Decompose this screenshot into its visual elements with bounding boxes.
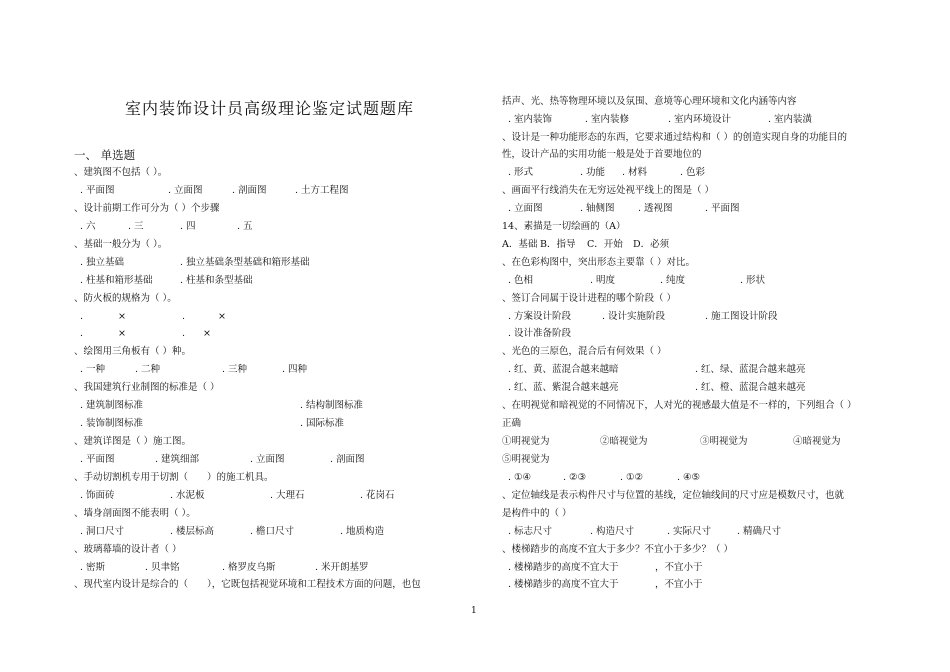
answer-option: . 楼梯踏步的高度不宜大于 xyxy=(508,562,619,573)
left-question-line: 、设计前期工作可分为（ ）个步骤 xyxy=(74,203,220,214)
answer-option: × xyxy=(118,311,126,322)
answer-option: ③明视觉为 xyxy=(700,436,748,447)
answer-option: . 大理石 xyxy=(270,490,305,501)
answer-option: . 檐口尺寸 xyxy=(250,526,295,537)
page-number: 1 xyxy=(471,606,477,616)
answer-option: . 立面图 xyxy=(508,203,543,214)
answer-option: . 三 xyxy=(128,221,144,232)
answer-option: . 密斯 xyxy=(80,562,106,573)
answer-option: . 装饰制图标准 xyxy=(80,418,144,429)
answer-option: . 色彩 xyxy=(680,167,706,178)
left-question-line: 、墙身剖面图不能表明（ ）。 xyxy=(74,508,196,519)
right-question-line: 、在明视觉和暗视觉的不同情况下，人对光的视感最大值是不一样的，下列组合（ ） xyxy=(502,400,857,411)
answer-option: . 花岗石 xyxy=(360,490,395,501)
answer-option: . 平面图 xyxy=(80,185,115,196)
answer-option: . 楼层标高 xyxy=(170,526,215,537)
answer-option: . 立面图 xyxy=(168,185,203,196)
answer-option: . 米开朗基罗 xyxy=(315,562,369,573)
answer-option: . ④⑤ xyxy=(677,472,701,483)
answer-option: . 六 xyxy=(80,221,96,232)
answer-option: . 国际标准 xyxy=(300,418,345,429)
right-question-line: 、楼梯踏步的高度不宜大于多少？不宜小于多少？（ ） xyxy=(502,544,734,555)
answer-option: . 二种 xyxy=(135,364,161,375)
left-question-line: 、基础一般分为（ ）。 xyxy=(74,239,168,250)
left-question-line: 、建筑图不包括（ ）。 xyxy=(74,167,168,178)
answer-option: . 洞口尺寸 xyxy=(80,526,125,537)
answer-option: . 贝聿铭 xyxy=(145,562,180,573)
left-question-line: 、防火板的规格为（ ）。 xyxy=(74,293,177,304)
answer-option: ①明视觉为 xyxy=(502,436,550,447)
answer-option: . ②③ xyxy=(563,472,587,483)
answer-option: A．基础 xyxy=(502,239,538,250)
section-heading: 一、 单选题 xyxy=(74,148,136,162)
answer-option: . 施工图设计阶段 xyxy=(705,311,778,322)
answer-option: . 透视图 xyxy=(638,203,673,214)
answer-option: . 土方工程图 xyxy=(295,185,349,196)
answer-option: ，不宜小于 xyxy=(655,579,703,590)
answer-option: . 构造尺寸 xyxy=(590,526,635,537)
left-question-line: 、手动切割机专用于切割（ ）的施工机具。 xyxy=(74,472,274,483)
answer-option: . 方案设计阶段 xyxy=(508,311,572,322)
answer-option: . 建筑细部 xyxy=(155,454,200,465)
right-question-line: 14、素描是一切绘画的（A） xyxy=(502,221,626,232)
answer-option: . 四种 xyxy=(282,364,308,375)
left-question-line: 、建筑详图是（ ）施工图。 xyxy=(74,436,192,447)
answer-option: . 材料 xyxy=(622,167,648,178)
answer-option: . 建筑制图标准 xyxy=(80,400,144,411)
answer-option: ④暗视觉为 xyxy=(793,436,841,447)
right-question-line: 是构件中的（ ） xyxy=(502,508,572,519)
right-question-line: 、定位轴线是表示构件尺寸与位置的基线，定位轴线间的尺寸应是模数尺寸，也就 xyxy=(502,490,845,501)
answer-option: . 室内装饰 xyxy=(508,114,553,125)
answer-option: . 四 xyxy=(180,221,196,232)
answer-option: . xyxy=(80,311,84,322)
answer-option: . 剖面图 xyxy=(330,454,365,465)
answer-option: D．必须 xyxy=(633,239,670,250)
answer-option: ，不宜小于 xyxy=(655,562,703,573)
answer-option: . ①④ xyxy=(508,472,532,483)
answer-option: × xyxy=(218,311,226,322)
answer-option: . 轴侧图 xyxy=(580,203,615,214)
answer-option: . 功能 xyxy=(580,167,606,178)
answer-option: . 饰面砖 xyxy=(80,490,115,501)
answer-option: . 一种 xyxy=(80,364,106,375)
answer-option: × xyxy=(118,328,126,339)
answer-option: . 柱基和箱形基础 xyxy=(80,275,153,286)
answer-option: . 室内环境设计 xyxy=(668,114,732,125)
answer-option: . 独立基础 xyxy=(80,257,125,268)
answer-option: . 剖面图 xyxy=(232,185,267,196)
answer-option: C．开始 xyxy=(587,239,623,250)
answer-option: . 实际尺寸 xyxy=(667,526,712,537)
right-question-line: ⑤明视觉为 xyxy=(502,454,550,465)
answer-option: . 设计准备阶段 xyxy=(508,328,572,339)
answer-option: . 设计实施阶段 xyxy=(602,311,666,322)
right-question-line: 括声、光、热等物理环境以及氛围、意境等心理环境和文化内涵等内容 xyxy=(502,96,797,107)
answer-option: . 精确尺寸 xyxy=(737,526,782,537)
left-question-line: 、我国建筑行业制图的标准是（ ） xyxy=(74,382,220,393)
answer-option: . 形式 xyxy=(508,167,534,178)
right-question-line: 性，设计产品的实用功能一般是处于首要地位的 xyxy=(502,149,702,160)
answer-option: . 地质构造 xyxy=(340,526,385,537)
answer-option: . 独立基础条型基础和箱形基础 xyxy=(180,257,310,268)
answer-option: . 纯度 xyxy=(660,275,686,286)
answer-option: . 五 xyxy=(237,221,253,232)
answer-option: . xyxy=(80,328,84,339)
answer-option: . 格罗皮乌斯 xyxy=(222,562,276,573)
answer-option: . 室内装修 xyxy=(585,114,630,125)
left-question-line: 、玻璃幕墙的设计者（ ） xyxy=(74,544,182,555)
answer-option: . 柱基和条型基础 xyxy=(180,275,253,286)
answer-option: . ①② xyxy=(620,472,644,483)
answer-option: . 红、绿、蓝混合越来越亮 xyxy=(695,364,806,375)
right-question-line: 正确 xyxy=(502,418,522,429)
answer-option: . 红、橙、蓝混合越来越亮 xyxy=(695,382,806,393)
answer-option: . 平面图 xyxy=(705,203,740,214)
right-question-line: 、光色的三原色，混合后有何效果（ ） xyxy=(502,346,667,357)
answer-option: ②暗视觉为 xyxy=(600,436,648,447)
left-question-line: 、现代室内设计是综合的（ ），它既包括视觉环境和工程技术方面的问题，也包 xyxy=(74,579,421,590)
answer-option: . 结构制图标准 xyxy=(300,400,364,411)
answer-option: . 水泥板 xyxy=(170,490,205,501)
answer-option: B．指导 xyxy=(540,239,576,250)
right-question-line: 、画面平行线消失在无穷远处视平线上的图是（ ） xyxy=(502,185,715,196)
answer-option: . 平面图 xyxy=(80,454,115,465)
page-title: 室内装饰设计员高级理论鉴定试题题库 xyxy=(125,99,415,118)
answer-option: . 室内装潢 xyxy=(768,114,813,125)
right-question-line: 、设计是一种功能形态的东西，它要求通过结构和（ ）的创造实现自身的功能目的 xyxy=(502,132,848,143)
answer-option: × xyxy=(203,328,211,339)
right-question-line: 、在色彩构图中，突出形态主要靠（ ）对比。 xyxy=(502,257,696,268)
answer-option: . 楼梯踏步的高度不宜大于 xyxy=(508,579,619,590)
answer-option: . 明度 xyxy=(590,275,616,286)
right-question-line: 、签订合同属于设计进程的哪个阶段（ ） xyxy=(502,293,677,304)
answer-option: . 红、蓝、紫混合越来越亮 xyxy=(508,382,619,393)
answer-option: . 色相 xyxy=(508,275,534,286)
answer-option: . xyxy=(182,311,186,322)
answer-option: . 红、黄、蓝混合越来越暗 xyxy=(508,364,619,375)
answer-option: . 三种 xyxy=(222,364,248,375)
answer-option: . 形状 xyxy=(740,275,766,286)
answer-option: . xyxy=(182,328,186,339)
answer-option: . 立面图 xyxy=(250,454,285,465)
answer-option: . 标志尺寸 xyxy=(508,526,553,537)
left-question-line: 、绘图用三角板有（ ）种。 xyxy=(74,346,192,357)
